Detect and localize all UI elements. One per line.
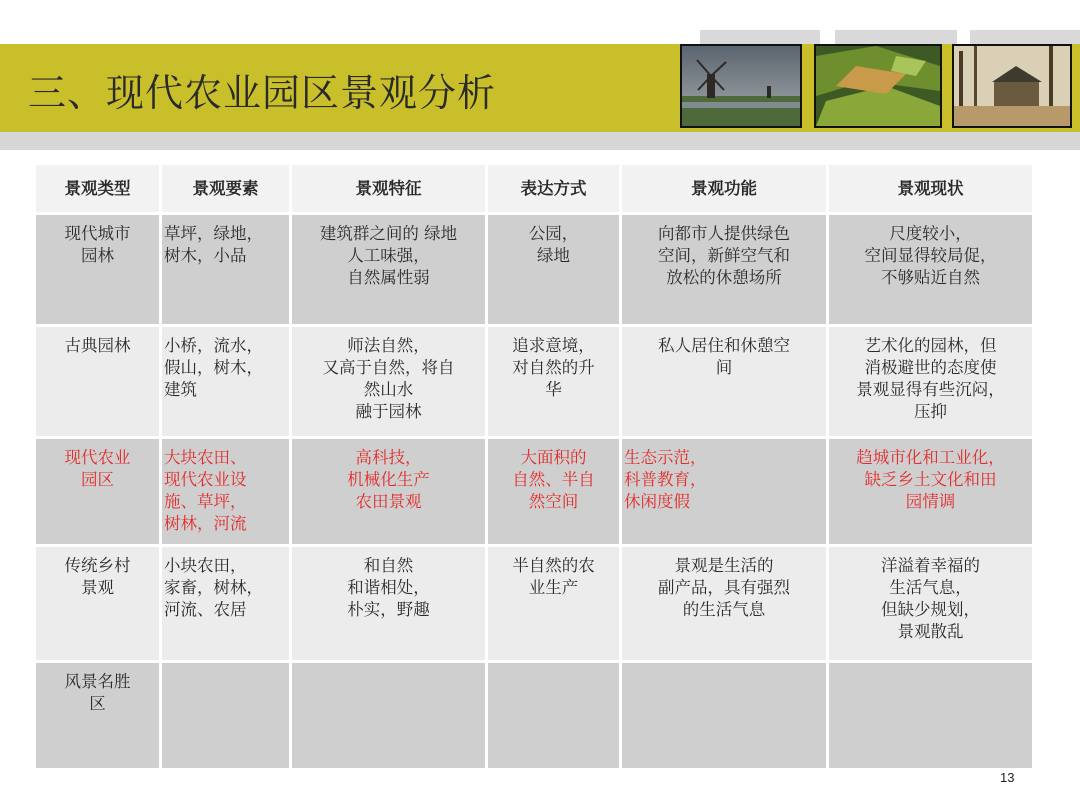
cell-text-line: 半自然的农 [512,556,595,575]
decorative-bar [970,30,1080,44]
cell-text-line: 科普教育， [624,470,707,489]
cell-text-line: 不够贴近自然 [881,268,980,287]
cell-text-line: 又高于自然，将自 [322,358,455,377]
cell-text-line: 小块农田， [164,556,247,575]
cell-text-line: 趋城市化和工业化， [856,448,1005,467]
cell-text-line: 空间，新鲜空气和 [658,246,790,265]
cell-text-line: 和自然 [363,556,414,575]
cell-text-line: 生态示范， [624,448,707,467]
village-painting-photo [952,44,1072,128]
cell-type [36,439,162,547]
cell-features [292,547,488,663]
cell-text-line: 缺乏乡土文化和田 [864,470,997,489]
cell-text-line: 树林，河流 [164,514,247,533]
cell-text-line: 公园， [528,224,579,243]
cell-expression [488,327,622,439]
cell-text-line: 放松的休憩场所 [666,268,782,287]
cell-status [829,547,1035,663]
cell-text-line: 华 [545,380,562,399]
cell-text-line: 对自然的升 [512,358,595,377]
cell-elements [162,439,292,547]
cell-text-line: 园情调 [905,492,956,511]
cell-features [292,215,488,327]
cell-text-line: 风景名胜 [64,672,131,691]
cell-text-line: 园区 [81,470,114,489]
cell-type [36,327,162,439]
cell-text-line: 高科技， [355,448,422,467]
cell-status [829,327,1035,439]
cell-text-line: 朴实，野趣 [347,600,430,619]
cell-elements [162,663,292,771]
cell-text-line: 的生活气息 [682,600,766,619]
cell-text-line: 景观是生活的 [674,556,774,575]
cell-text-line: 草坪，绿地， [164,224,263,243]
cell-text-line: 家畜，树林， [164,578,263,597]
cell-features [292,663,488,771]
cell-text-line: 洋溢着幸福的 [881,556,980,575]
cell-text-line: 施、草坪， [164,492,247,511]
cell-text-line: 景观显得有些沉闷， [856,380,1005,399]
header-expression: 表达方式 [488,165,622,215]
cell-elements [162,327,292,439]
cell-text-line: 现代城市 [64,224,131,243]
header-landscape-elements: 景观要素 [162,165,292,215]
cell-text-line: 景观 [81,578,114,597]
header-landscape-function: 景观功能 [622,165,829,215]
cell-text-line: 古典园林 [64,336,131,355]
cell-function [622,327,829,439]
cell-text-line: 机械化生产 [347,470,430,489]
cell-features [292,327,488,439]
cell-text-line: 尺度较小， [889,224,972,243]
cell-function [622,547,829,663]
cell-text-line: 然空间 [528,492,579,511]
cell-text-line: 景观散乱 [897,622,964,641]
cell-expression [488,439,622,547]
cell-text-line: 大块农田、 [164,448,247,467]
table-row [36,215,1035,327]
cell-text-line: 人工味强， [347,246,430,265]
cell-status [829,663,1035,771]
cell-text-line: 休闲度假 [624,492,690,511]
cell-text-line: 树木，小品 [164,246,247,265]
decorative-bar [835,30,957,44]
cell-status [829,215,1035,327]
cell-text-line: 融于园林 [355,402,422,421]
cell-text-line: 绿地 [537,246,570,265]
header-landscape-features: 景观特征 [292,165,488,215]
cell-expression [488,215,622,327]
cell-type [36,547,162,663]
cell-elements [162,547,292,663]
header-landscape-status: 景观现状 [829,165,1035,215]
cell-text-line: 私人居住和休憩空 [658,336,790,355]
cell-text-line: 传统乡村 [64,556,131,575]
cell-text-line: 建筑 [164,380,197,399]
cell-text-line: 园林 [81,246,114,265]
cell-text-line: 压抑 [914,402,947,421]
cell-text-line: 业生产 [528,578,579,597]
cell-type [36,663,162,771]
cell-text-line: 假山，树木， [164,358,263,377]
cell-text-line: 和谐相处， [347,578,430,597]
cell-features [292,439,488,547]
table-row [36,327,1035,439]
cell-function [622,663,829,771]
cell-text-line: 自然属性弱 [347,268,430,287]
cell-expression [488,663,622,771]
slide-title: 三、现代农业园区景观分析 [28,71,497,115]
cell-text-line: 然山水 [363,380,414,399]
table-header-row [36,165,1035,215]
cell-function [622,439,829,547]
landscape-analysis-table [36,165,1035,771]
cell-function [622,215,829,327]
cell-text-line: 副产品，具有强烈 [658,578,790,597]
cell-text-line: 农田景观 [355,492,422,511]
cell-expression [488,547,622,663]
divider-bar [0,132,1080,150]
cell-text-line: 小桥，流水， [164,336,263,355]
cell-text-line: 生活气息， [889,578,972,597]
cell-text-line: 区 [89,694,106,713]
cell-text-line: 建筑群之间的 绿地 [319,224,458,243]
page-number: 13 [1000,770,1015,785]
cell-elements [162,215,292,327]
green-fields-photo [814,44,942,128]
table-row [36,663,1035,771]
cell-text-line: 大面积的 [520,448,587,467]
cell-text-line: 但缺少规划， [881,600,980,619]
cell-text-line: 师法自然， [347,336,430,355]
cell-text-line: 向都市人提供绿色 [658,224,790,243]
windmill-photo [680,44,802,128]
table-row [36,547,1035,663]
cell-text-line: 消极避世的态度使 [864,358,997,377]
cell-text-line: 空间显得较局促， [864,246,997,265]
cell-text-line: 河流、农居 [164,600,247,619]
header-landscape-type: 景观类型 [36,165,162,215]
decorative-bar [700,30,820,44]
cell-status [829,439,1035,547]
cell-text-line: 追求意境， [512,336,595,355]
cell-type [36,215,162,327]
cell-text-line: 现代农业设 [164,470,247,489]
cell-text-line: 现代农业 [64,448,131,467]
cell-text-line: 间 [715,358,733,377]
cell-text-line: 艺术化的园林，但 [864,336,997,355]
table-row [36,439,1035,547]
cell-text-line: 自然、半自 [512,470,595,489]
